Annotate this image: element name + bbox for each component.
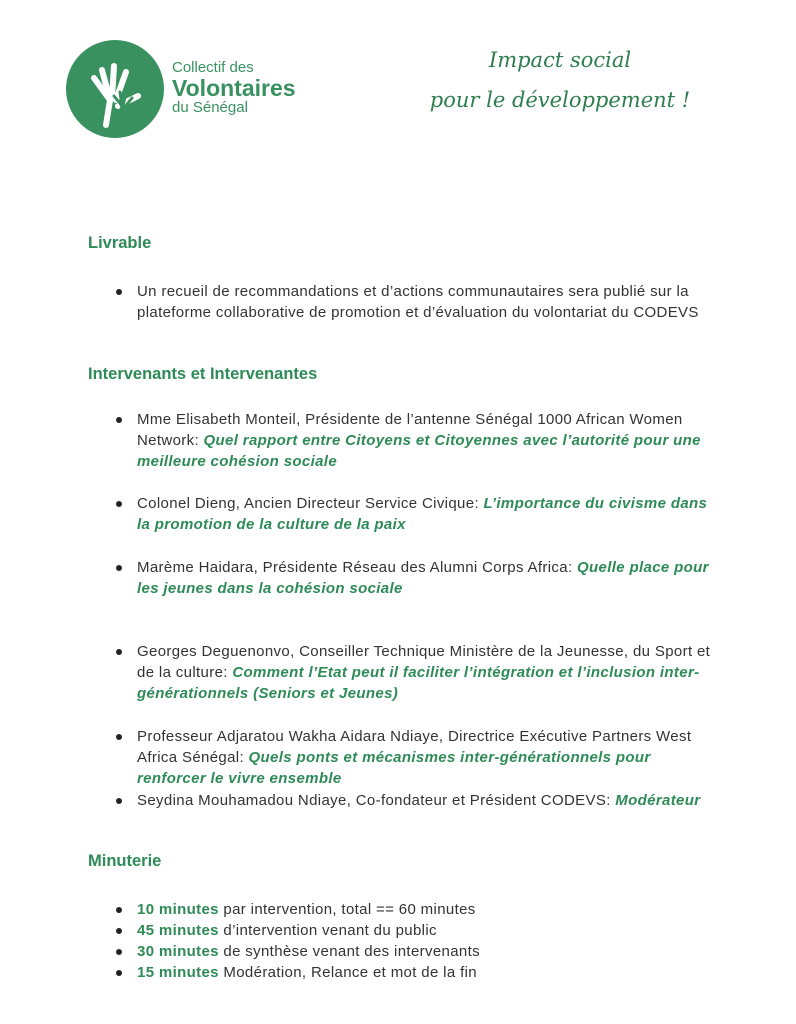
list-item [137,493,712,535]
speaker: Mme Elisabeth Monteil, Présidente de l’antenne Sénégal 1000 African Women Network: [137,411,683,449]
heading-livrable: Livrable [88,234,152,252]
topic: L’importance du civisme dans la promotion de la culture de la paix [137,495,708,533]
list-item [137,641,712,704]
list-item [137,790,712,811]
speaker: Professeur Adjaratou Wakha Aidara Ndiaye, Directrice Exécutive Partners West Africa Sénégal: [137,728,692,766]
duration: 45 minutes [137,922,219,939]
list-item [137,941,712,962]
list-item [137,962,712,983]
logo-line-3: du Sénégal [172,98,248,116]
speaker: Colonel Dieng, Ancien Directeur Service Civique: [137,495,484,512]
tagline-line-2: pour le développement ! [429,88,691,112]
speaker: Georges Deguenonvo, Conseiller Technique Ministère de la Jeunesse, du Sport et de la culture: [137,643,711,681]
tagline-line-1: Impact social [488,48,632,72]
speaker: Seydina Mouhamadou Ndiaye, Co-fondateur et Président CODEVS: [137,792,616,809]
logo-hands-icon [66,40,164,138]
duration-text: Modération, Relance et mot de la fin [218,964,477,981]
duration-text: par intervention, total == 60 minutes [218,901,476,918]
topic: Modérateur [615,792,701,809]
duration-text: d’intervention venant du public [218,922,437,939]
topic: Quelle place pour les jeunes dans la cohésion sociale [137,559,709,597]
list-item [137,920,712,941]
list-item: Un recueil de recommandations et d’actions communautaires sera publié sur la plateforme collaborative de promotion et d’évaluation du volontariat du CODEVS [137,281,712,323]
logo-line-2: Volontaires [172,74,296,101]
logo-text [172,60,296,116]
duration: 15 minutes [137,964,219,981]
duration: 10 minutes [137,901,219,918]
logo-line-1: Collectif des [172,59,254,76]
list-item [137,409,712,472]
duration: 30 minutes [137,943,219,960]
topic: Comment l’Etat peut il faciliter l’intégration et l’inclusion inter-générationnels (Seniors et Jeunes) [137,664,700,702]
topic: Quel rapport entre Citoyens et Citoyennes avec l’autorité pour une meilleure cohésion sociale [137,432,701,470]
list-item [137,899,712,920]
duration-text: de synthèse venant des intervenants [218,943,480,960]
list-item [137,557,712,599]
heading-minuterie: Minuterie [88,852,162,870]
speaker: Marème Haidara, Présidente Réseau des Alumni Corps Africa: [137,559,578,576]
topic: Quels ponts et mécanismes inter-générationnels pour renforcer le vivre ensemble [137,749,651,787]
heading-intervenants: Intervenants et Intervenantes [88,365,318,383]
list-item [137,726,712,789]
